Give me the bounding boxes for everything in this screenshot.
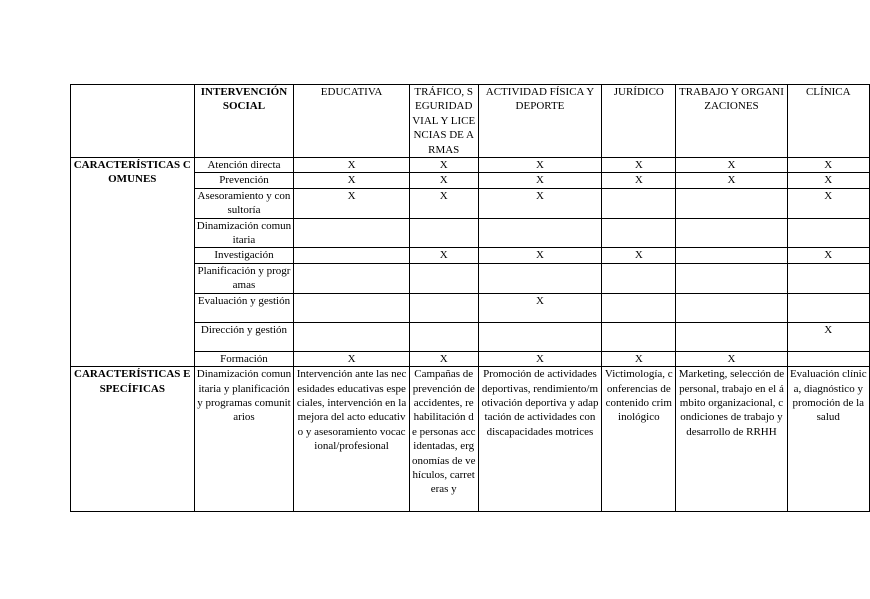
mark-cell [294, 248, 409, 263]
header-trafico: TRÁFICO, SEGURIDAD VIAL Y LICENCIAS DE ARMAS [409, 85, 478, 158]
mark-cell: X [294, 158, 409, 173]
specific-trafico: Campañas de prevención de accidentes, rehabilitación de personas accidentadas, ergonomías de vehículos, carreteras y [409, 367, 478, 512]
mark-cell: X [478, 351, 602, 366]
mark-cell [602, 293, 676, 322]
mark-cell [602, 218, 676, 248]
psychology-areas-table [70, 84, 870, 367]
mark-cell [787, 263, 869, 293]
mark-cell [409, 218, 478, 248]
specific-juridico: Victimología, conferencias de contenido criminológico [602, 367, 676, 512]
row-label: Evaluación y gestión [194, 293, 294, 322]
mark-cell: X [676, 158, 787, 173]
row-label: Investigación [194, 248, 294, 263]
row-label: Formación [194, 351, 294, 366]
mark-cell [294, 293, 409, 322]
mark-cell: X [676, 351, 787, 366]
row-label: Dirección y gestión [194, 322, 294, 351]
mark-cell: X [294, 188, 409, 218]
table-row [71, 158, 870, 173]
header-clinica: CLÍNICA [787, 85, 869, 158]
header-trabajo: TRABAJO Y ORGANIZACIONES [676, 85, 787, 158]
header-row [71, 85, 870, 158]
mark-cell [787, 218, 869, 248]
mark-cell [478, 218, 602, 248]
mark-cell [676, 248, 787, 263]
specific-intervencion-social: Dinamización comunitaria y planificación y programas comunitarios [194, 367, 294, 512]
header-educativa: EDUCATIVA [294, 85, 409, 158]
mark-cell [676, 263, 787, 293]
mark-cell [676, 293, 787, 322]
row-label: Atención directa [194, 158, 294, 173]
mark-cell: X [409, 248, 478, 263]
mark-cell: X [478, 293, 602, 322]
mark-cell: X [787, 322, 869, 351]
mark-cell: X [478, 248, 602, 263]
specific-trabajo: Marketing, selección de personal, trabajo en el ámbito organizacional, condiciones de trabajo y desarrollo de RRHH [676, 367, 787, 512]
mark-cell [676, 322, 787, 351]
mark-cell: X [478, 173, 602, 188]
specific-characteristics-table [70, 366, 870, 512]
mark-cell [676, 188, 787, 218]
mark-cell: X [294, 351, 409, 366]
mark-cell: X [602, 158, 676, 173]
mark-cell [478, 263, 602, 293]
specific-clinica: Evaluación clínica, diagnóstico y promoción de la salud [787, 367, 869, 512]
header-intervencion-social: INTERVENCIÓN SOCIAL [194, 85, 294, 158]
mark-cell: X [478, 158, 602, 173]
mark-cell: X [787, 188, 869, 218]
mark-cell [602, 263, 676, 293]
mark-cell [478, 322, 602, 351]
mark-cell: X [787, 248, 869, 263]
row-label: Asesoramiento y consultoría [194, 188, 294, 218]
mark-cell: X [787, 173, 869, 188]
mark-cell: X [409, 188, 478, 218]
specific-educativa: Intervención ante las necesidades educativas especiales, intervención en la mejora del acto educativo y asesoramiento vocacional/profesional [294, 367, 409, 512]
mark-cell [294, 322, 409, 351]
section-label-comunes: CARACTERÍSTICAS COMUNES [71, 158, 195, 367]
header-actividad-fisica: ACTIVIDAD FÍSICA Y DEPORTE [478, 85, 602, 158]
mark-cell [409, 263, 478, 293]
mark-cell: X [602, 248, 676, 263]
mark-cell [676, 218, 787, 248]
mark-cell [409, 322, 478, 351]
mark-cell [602, 322, 676, 351]
mark-cell: X [409, 351, 478, 366]
mark-cell: X [294, 173, 409, 188]
row-label: Planificación y programas [194, 263, 294, 293]
mark-cell: X [787, 158, 869, 173]
row-label: Prevención [194, 173, 294, 188]
header-juridico: JURÍDICO [602, 85, 676, 158]
mark-cell: X [409, 173, 478, 188]
mark-cell: X [478, 188, 602, 218]
mark-cell [294, 218, 409, 248]
mark-cell: X [676, 173, 787, 188]
mark-cell [787, 351, 869, 366]
mark-cell [602, 188, 676, 218]
table-row [71, 367, 870, 512]
section-label-especificas: CARACTERÍSTICAS ESPECÍFICAS [71, 367, 195, 512]
mark-cell: X [409, 158, 478, 173]
table-container [70, 84, 867, 512]
specific-actividad-fisica: Promoción de actividades deportivas, rendimiento/motivación deportiva y adaptación de actividades con discapacidades motrices [478, 367, 602, 512]
mark-cell: X [602, 351, 676, 366]
mark-cell: X [602, 173, 676, 188]
mark-cell [294, 263, 409, 293]
row-label: Dinamización comunitaria [194, 218, 294, 248]
mark-cell [409, 293, 478, 322]
header-corner-cell [71, 85, 195, 158]
mark-cell [787, 293, 869, 322]
